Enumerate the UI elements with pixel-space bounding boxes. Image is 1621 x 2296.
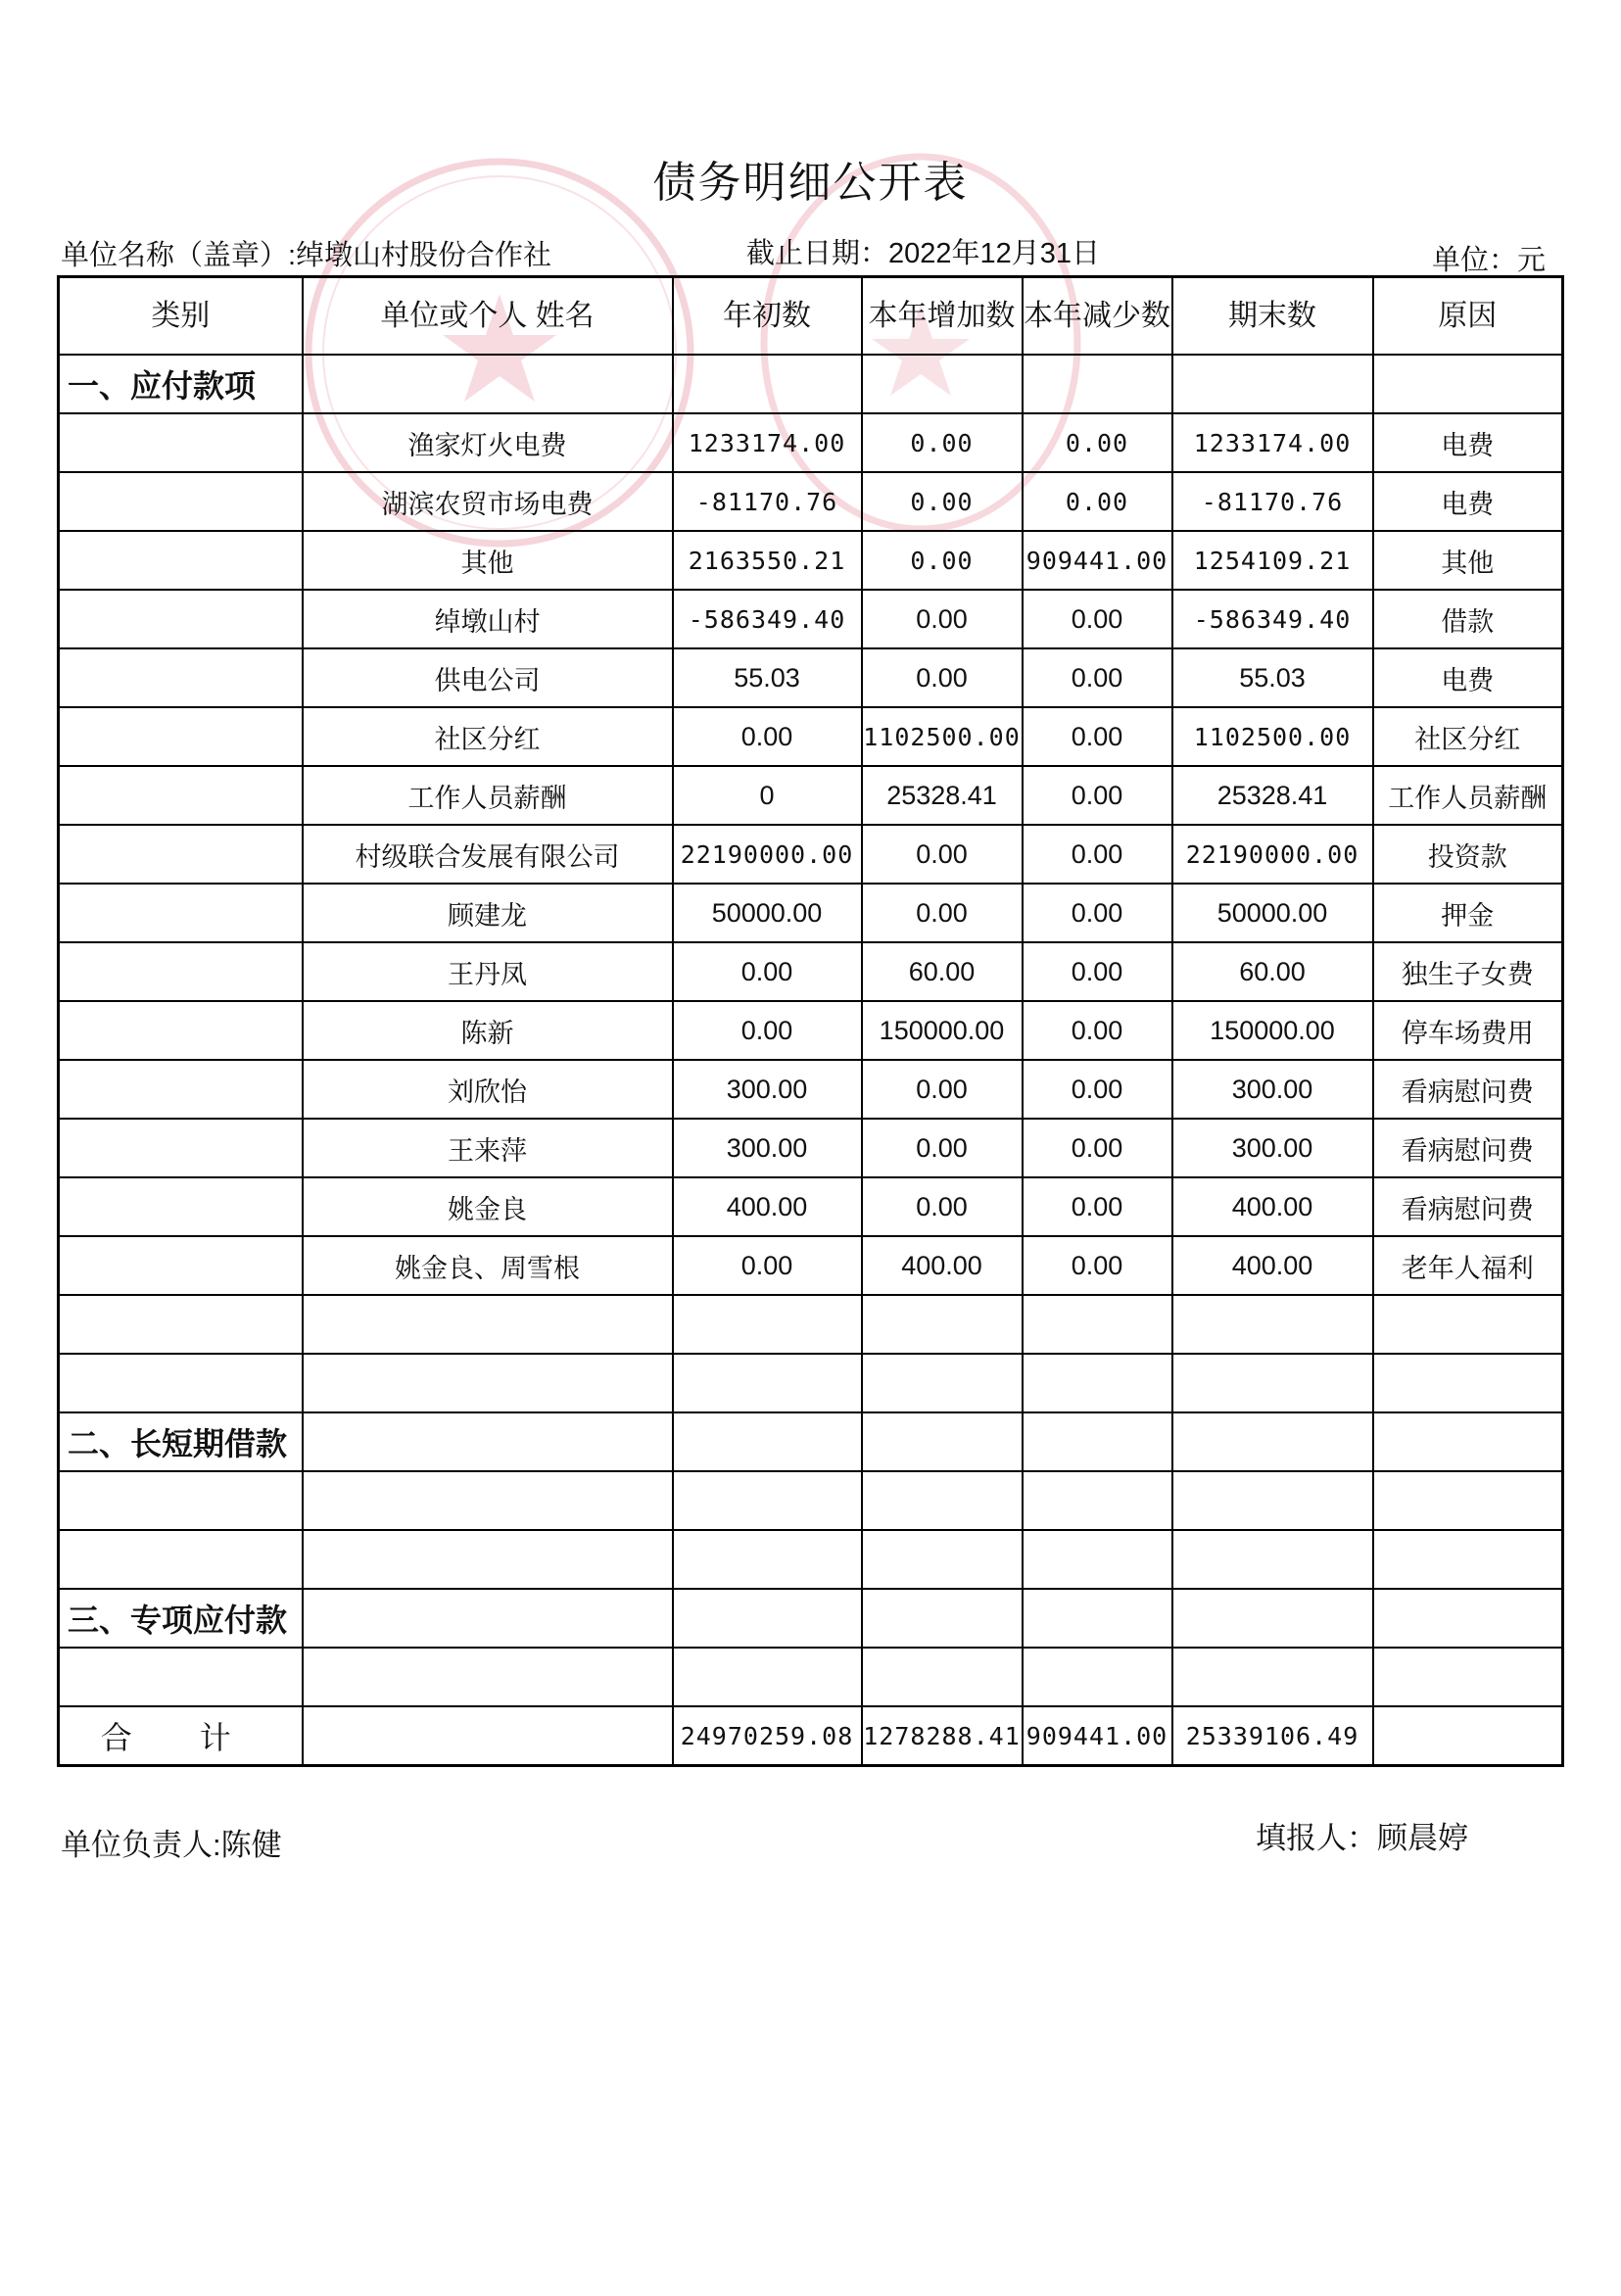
category-cell [59,1236,303,1295]
responsible-person: 单位负责人:陈健 [61,1828,282,1862]
total-begin: 24970259.08 [673,1706,862,1766]
category-cell [59,825,303,884]
cell-begin: 300.00 [673,1119,862,1177]
cell-decrease: 0.00 [1023,707,1172,766]
cell-increase: 1102500.00 [862,707,1023,766]
header-end: 期末数 [1172,277,1373,356]
cell-decrease: 0.00 [1023,1177,1172,1236]
table-row [59,1119,1563,1177]
cell-reason: 押金 [1373,884,1563,942]
cell-name: 村级联合发展有限公司 [303,825,673,884]
cell-begin: 0.00 [673,1001,862,1060]
cell-name: 工作人员薪酬 [303,766,673,825]
cell-end: 300.00 [1172,1060,1373,1119]
table-row [59,884,1563,942]
cell-reason: 停车场费用 [1373,1001,1563,1060]
table-row [59,766,1563,825]
page-title: 债务明细公开表 [652,158,969,208]
header-name: 单位或个人 姓名 [303,277,673,356]
cell-increase: 0.00 [862,825,1023,884]
header-increase: 本年增加数 [862,277,1023,356]
blank-row [59,1295,1563,1354]
cell-increase: 0.00 [862,472,1023,531]
cell-name: 顾建龙 [303,884,673,942]
table-row [59,590,1563,648]
cell-increase: 25328.41 [862,766,1023,825]
currency-unit: 单位：元 [1432,245,1547,276]
cell-name: 陈新 [303,1001,673,1060]
cell-begin: -81170.76 [673,472,862,531]
section-special: 三、专项应付款 [59,1589,303,1648]
total-label: 合 计 [59,1706,303,1766]
cell-decrease: 0.00 [1023,825,1172,884]
cell-end: 1254109.21 [1172,531,1373,590]
cell-name: 姚金良 [303,1177,673,1236]
cell-reason: 电费 [1373,472,1563,531]
table-row [59,825,1563,884]
blank-row [59,1354,1563,1412]
category-cell [59,1119,303,1177]
unit-name: 单位名称（盖章）:绰墩山村股份合作社 [61,240,552,271]
cell-reason: 老年人福利 [1373,1236,1563,1295]
category-cell [59,942,303,1001]
cell-increase: 0.00 [862,531,1023,590]
table-row [59,648,1563,707]
cell-increase: 60.00 [862,942,1023,1001]
table-row [59,1177,1563,1236]
cell-name: 社区分红 [303,707,673,766]
cell-reason: 电费 [1373,413,1563,472]
cell-decrease: 0.00 [1023,590,1172,648]
cell-increase: 0.00 [862,413,1023,472]
cell-name: 湖滨农贸市场电费 [303,472,673,531]
section-row-special [59,1589,1563,1648]
table-row [59,1001,1563,1060]
cell-begin: 22190000.00 [673,825,862,884]
table-row [59,413,1563,472]
category-cell [59,1060,303,1119]
cell-end: 150000.00 [1172,1001,1373,1060]
cell-name: 王来萍 [303,1119,673,1177]
cell-end: 1102500.00 [1172,707,1373,766]
cell-increase: 0.00 [862,1060,1023,1119]
cell-end: 50000.00 [1172,884,1373,942]
cell-end: 25328.41 [1172,766,1373,825]
category-cell [59,884,303,942]
header-row [59,277,1563,356]
cell-reason: 看病慰问费 [1373,1060,1563,1119]
category-cell [59,1177,303,1236]
cell-increase: 400.00 [862,1236,1023,1295]
category-cell [59,766,303,825]
blank-row [59,1648,1563,1706]
section-row-loans [59,1412,1563,1471]
table-row [59,472,1563,531]
cell-increase: 0.00 [862,1119,1023,1177]
category-cell [59,1001,303,1060]
cell-end: 22190000.00 [1172,825,1373,884]
cell-increase: 0.00 [862,590,1023,648]
cutoff-date: 截止日期：2022年12月31日 [746,238,1101,269]
total-increase: 1278288.41 [862,1706,1023,1766]
cell-increase: 0.00 [862,1177,1023,1236]
cell-end: -81170.76 [1172,472,1373,531]
cell-reason: 独生子女费 [1373,942,1563,1001]
cell-begin: 2163550.21 [673,531,862,590]
cell-begin: 55.03 [673,648,862,707]
category-cell [59,413,303,472]
header-category: 类别 [59,277,303,356]
cell-reason: 看病慰问费 [1373,1177,1563,1236]
cell-reason: 投资款 [1373,825,1563,884]
cell-name: 姚金良、周雪根 [303,1236,673,1295]
cell-reason: 其他 [1373,531,1563,590]
cell-increase: 0.00 [862,884,1023,942]
cell-reason: 工作人员薪酬 [1373,766,1563,825]
category-cell [59,531,303,590]
section-row-payables [59,355,1563,413]
header-decrease: 本年减少数 [1023,277,1172,356]
table-row [59,531,1563,590]
cell-begin: 0.00 [673,942,862,1001]
table-row [59,1060,1563,1119]
cell-begin: 0.00 [673,707,862,766]
cell-end: 55.03 [1172,648,1373,707]
cell-begin: 0.00 [673,1236,862,1295]
total-end: 25339106.49 [1172,1706,1373,1766]
table-row [59,707,1563,766]
debt-detail-table [57,275,1564,1767]
cell-name: 刘欣怡 [303,1060,673,1119]
cell-increase: 0.00 [862,648,1023,707]
cell-reason: 电费 [1373,648,1563,707]
cell-end: 1233174.00 [1172,413,1373,472]
table-row [59,1236,1563,1295]
cell-decrease: 0.00 [1023,942,1172,1001]
cell-decrease: 0.00 [1023,1119,1172,1177]
header-begin: 年初数 [673,277,862,356]
category-cell [59,707,303,766]
cell-decrease: 0.00 [1023,413,1172,472]
category-cell [59,590,303,648]
cell-decrease: 909441.00 [1023,531,1172,590]
cell-name: 供电公司 [303,648,673,707]
category-cell [59,472,303,531]
cell-end: 300.00 [1172,1119,1373,1177]
total-decrease: 909441.00 [1023,1706,1172,1766]
cell-decrease: 0.00 [1023,766,1172,825]
header-reason: 原因 [1373,277,1563,356]
cell-name: 其他 [303,531,673,590]
cell-reason: 社区分红 [1373,707,1563,766]
cell-begin: 400.00 [673,1177,862,1236]
cell-increase: 150000.00 [862,1001,1023,1060]
section-loans: 二、长短期借款 [59,1412,303,1471]
filled-by: 填报人：顾晨婷 [1256,1821,1468,1855]
cell-reason: 看病慰问费 [1373,1119,1563,1177]
category-cell [59,648,303,707]
cell-end: 400.00 [1172,1236,1373,1295]
cell-decrease: 0.00 [1023,1060,1172,1119]
total-row [59,1706,1563,1766]
cell-reason: 借款 [1373,590,1563,648]
cell-decrease: 0.00 [1023,884,1172,942]
blank-row [59,1530,1563,1589]
cell-begin: 0 [673,766,862,825]
cell-decrease: 0.00 [1023,1001,1172,1060]
cell-begin: 50000.00 [673,884,862,942]
cell-begin: 1233174.00 [673,413,862,472]
blank-row [59,1471,1563,1530]
section-payables: 一、应付款项 [59,355,303,413]
cell-end: 60.00 [1172,942,1373,1001]
cell-decrease: 0.00 [1023,1236,1172,1295]
cell-end: 400.00 [1172,1177,1373,1236]
cell-name: 王丹凤 [303,942,673,1001]
cell-end: -586349.40 [1172,590,1373,648]
cell-name: 绰墩山村 [303,590,673,648]
cell-begin: 300.00 [673,1060,862,1119]
cell-name: 渔家灯火电费 [303,413,673,472]
cell-decrease: 0.00 [1023,648,1172,707]
cell-decrease: 0.00 [1023,472,1172,531]
cell-begin: -586349.40 [673,590,862,648]
table-row [59,942,1563,1001]
